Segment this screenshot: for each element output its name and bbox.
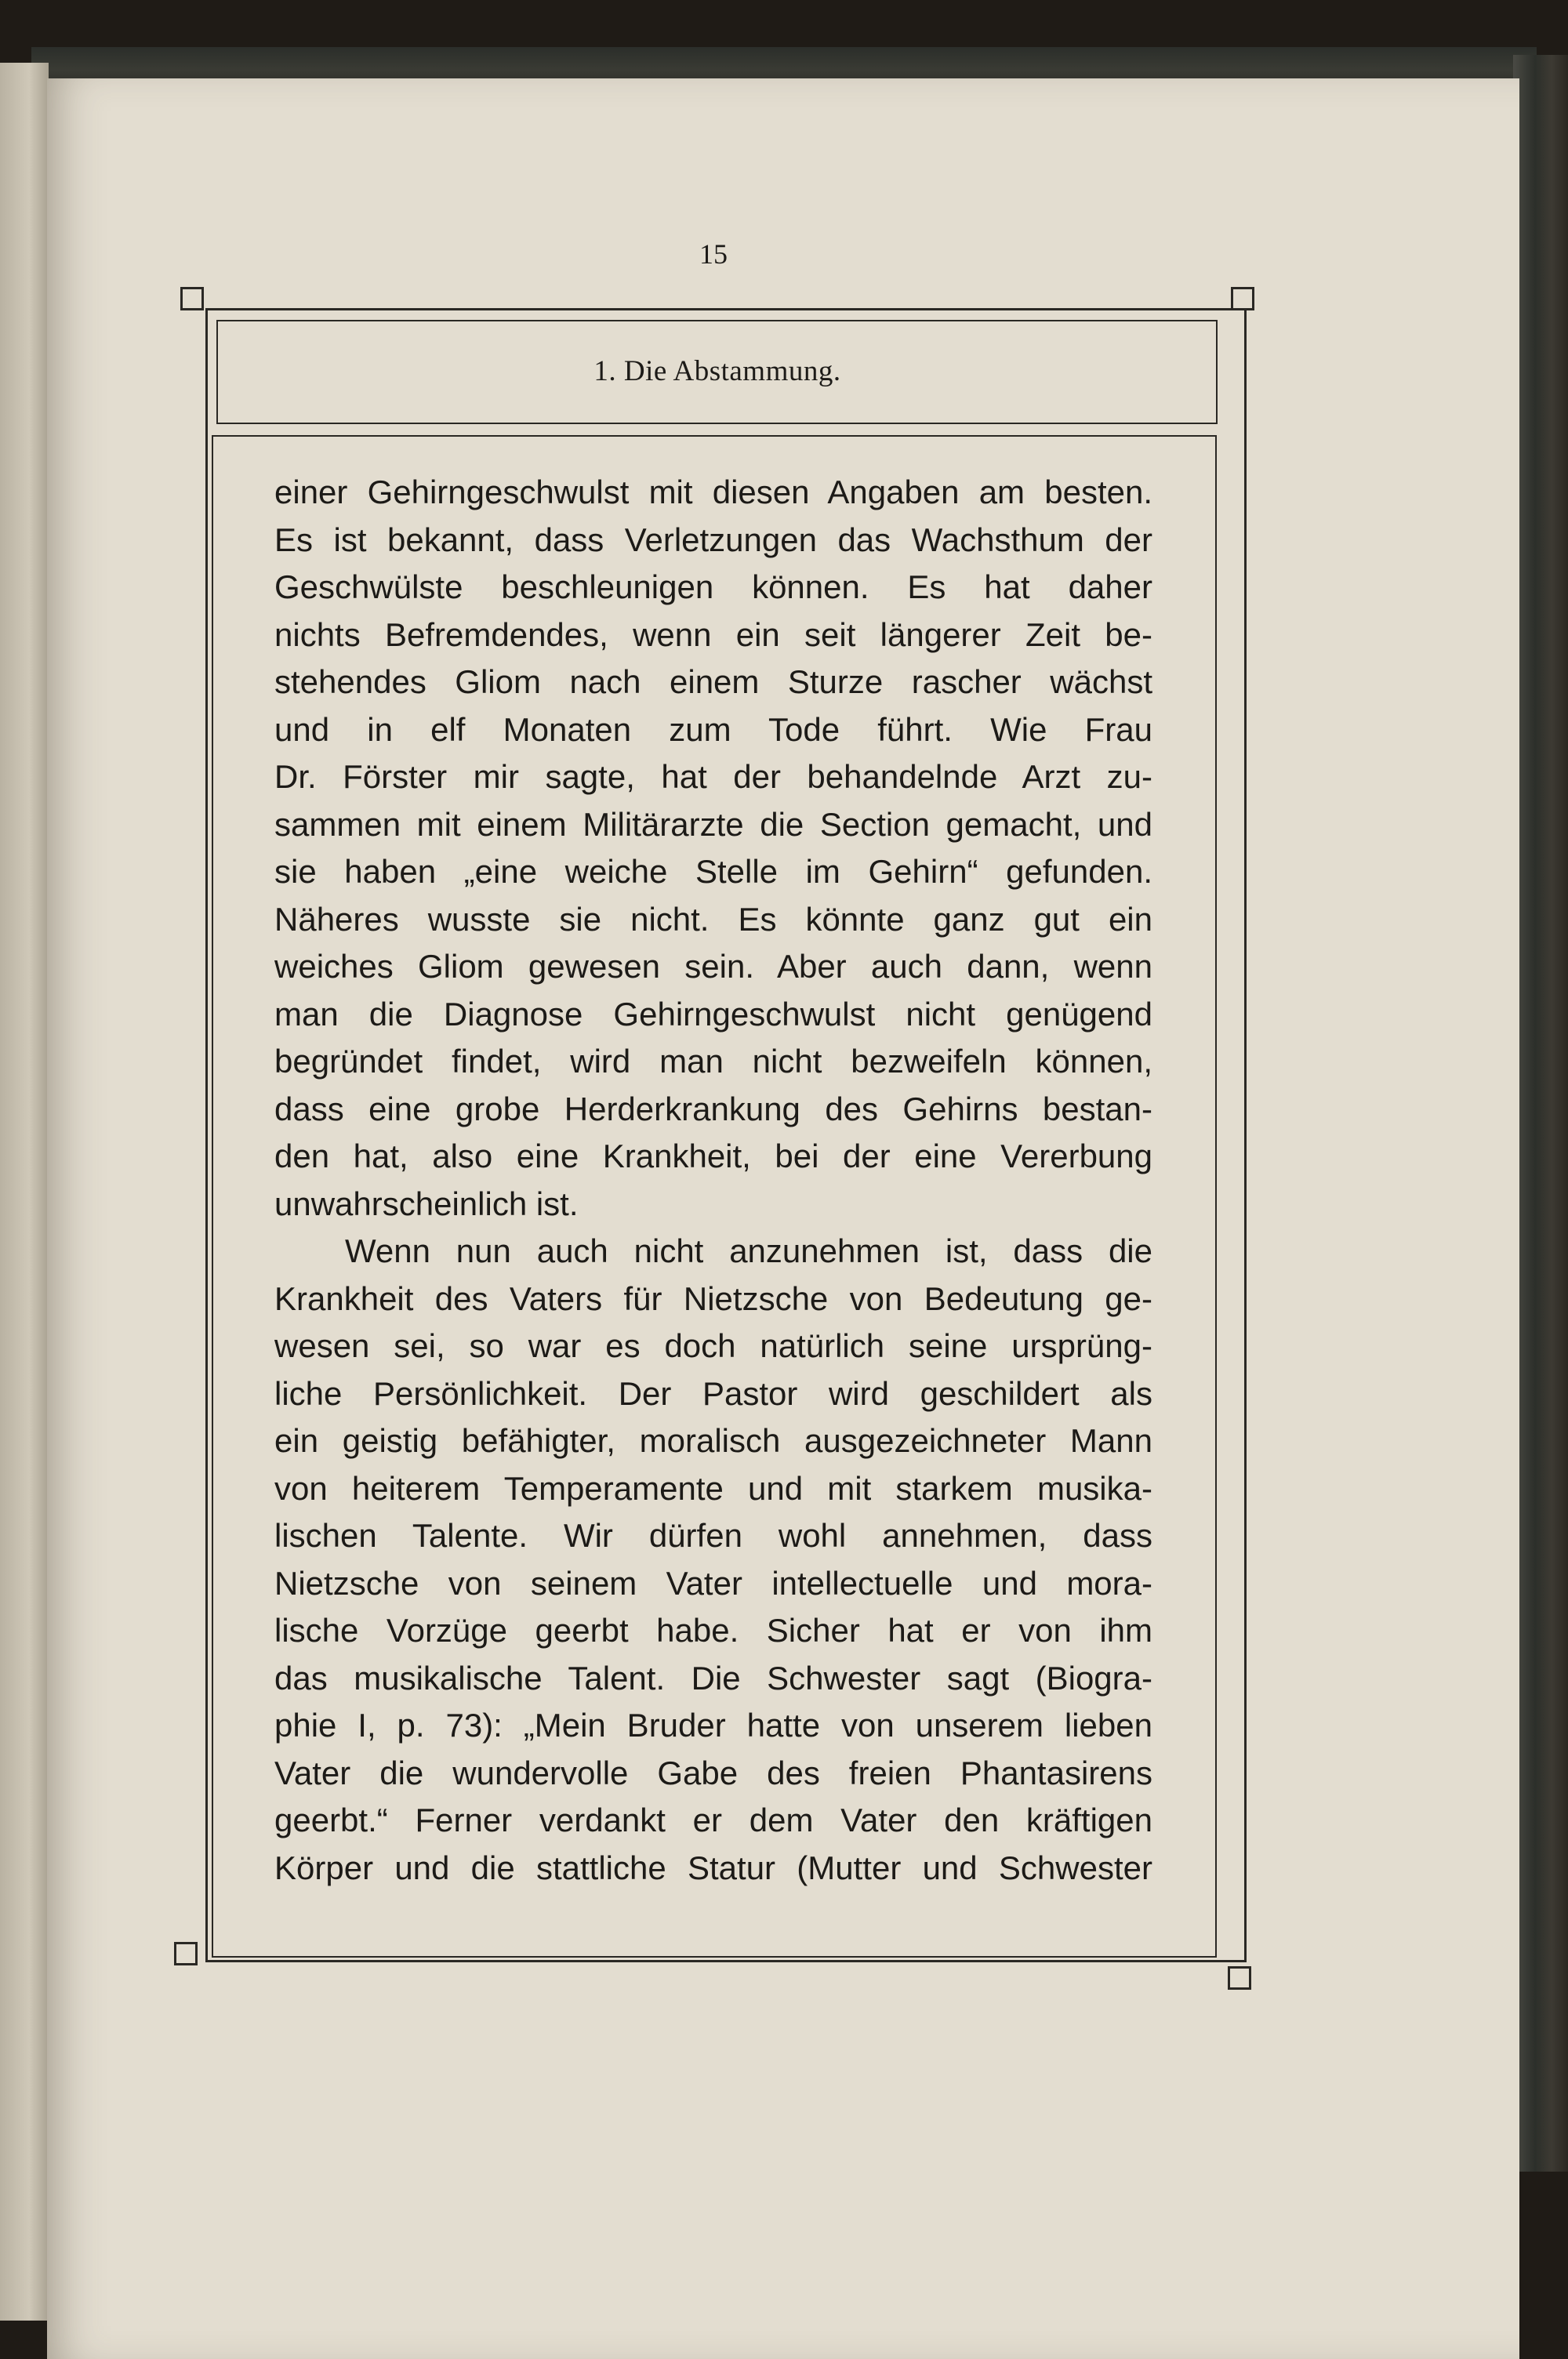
text-line: begründet findet, wird man nicht bezweifeln können, — [274, 1043, 1152, 1080]
text-line: Dr. Förster mir sagte, hat der behandelnde Arzt zu- — [274, 758, 1152, 795]
frame-corner-ornament — [180, 287, 204, 310]
text-line: wesen sei, so war es doch natürlich seine ursprüng- — [274, 1327, 1152, 1364]
facing-page-edge — [0, 63, 49, 2321]
text-line: dass eine grobe Herderkrankung des Gehirns bestan- — [274, 1090, 1152, 1127]
text-line: nichts Befremdendes, wenn ein seit längerer Zeit be- — [274, 615, 1152, 653]
text-line: Krankheit des Vaters für Nietzsche von Bedeutung ge- — [274, 1279, 1152, 1317]
text-line: den hat, also eine Krankheit, bei der eine Vererbung — [274, 1138, 1152, 1174]
page-number: 15 — [699, 238, 728, 270]
text-line: liche Persönlichkeit. Der Pastor wird geschildert als — [274, 1374, 1152, 1412]
paragraph — [274, 1228, 1152, 1892]
text-line: phie I, p. 73): „Mein Bruder hatte von unserem lieben — [274, 1707, 1152, 1744]
text-line: lische Vorzüge geerbt habe. Sicher hat er von ihm — [274, 1612, 1152, 1649]
book-cover-right-edge — [1513, 55, 1568, 2172]
text-line: und in elf Monaten zum Tode führt. Wie Frau — [274, 710, 1152, 748]
running-head: 1. Die Abstammung. — [593, 355, 841, 387]
text-line: man die Diagnose Gehirngeschwulst nicht genügend — [274, 995, 1152, 1033]
text-line: Wenn nun auch nicht anzunehmen ist, dass die — [345, 1232, 1152, 1269]
text-line: lischen Talente. Wir dürfen wohl annehmen, dass — [274, 1517, 1152, 1554]
text-line: Körper und die stattliche Statur (Mutter und Schwester — [274, 1849, 1152, 1886]
text-line: sie haben „eine weiche Stelle im Gehirn“ gefunden. — [274, 853, 1152, 890]
text-line: einer Gehirngeschwulst mit diesen Angaben am besten. — [274, 474, 1152, 510]
text-line: von heiterem Temperamente und mit starkem musika- — [274, 1469, 1152, 1507]
text-line: sammen mit einem Militärarzte die Section gemacht, und — [274, 805, 1152, 843]
text-line: Geschwülste beschleunigen können. Es hat daher — [274, 568, 1152, 605]
frame-corner-ornament — [1228, 1966, 1251, 1990]
frame-corner-ornament — [174, 1942, 198, 1965]
text-line: weiches Gliom gewesen sein. Aber auch dann, wenn — [274, 948, 1152, 985]
text-line: Nietzsche von seinem Vater intellectuelle und mora- — [274, 1564, 1152, 1602]
text-line: geerbt.“ Ferner verdankt er dem Vater den kräftigen — [274, 1802, 1152, 1838]
text-line: ein geistig befähigter, moralisch ausgezeichneter Mann — [274, 1422, 1152, 1459]
frame-corner-ornament — [1231, 287, 1254, 310]
text-line: unwahrscheinlich ist. — [274, 1185, 579, 1222]
text-line: das musikalische Talent. Die Schwester sagt (Biogra- — [274, 1659, 1152, 1697]
text-line: Näheres wusste sie nicht. Es könnte ganz gut ein — [274, 900, 1152, 938]
body-text — [274, 469, 1152, 1892]
paragraph — [274, 469, 1152, 1228]
text-line: Vater die wundervolle Gabe des freien Phantasirens — [274, 1754, 1152, 1791]
text-line: Es ist bekannt, dass Verletzungen das Wachsthum der — [274, 521, 1152, 558]
text-line: stehendes Gliom nach einem Sturze rascher wächst — [274, 663, 1152, 700]
